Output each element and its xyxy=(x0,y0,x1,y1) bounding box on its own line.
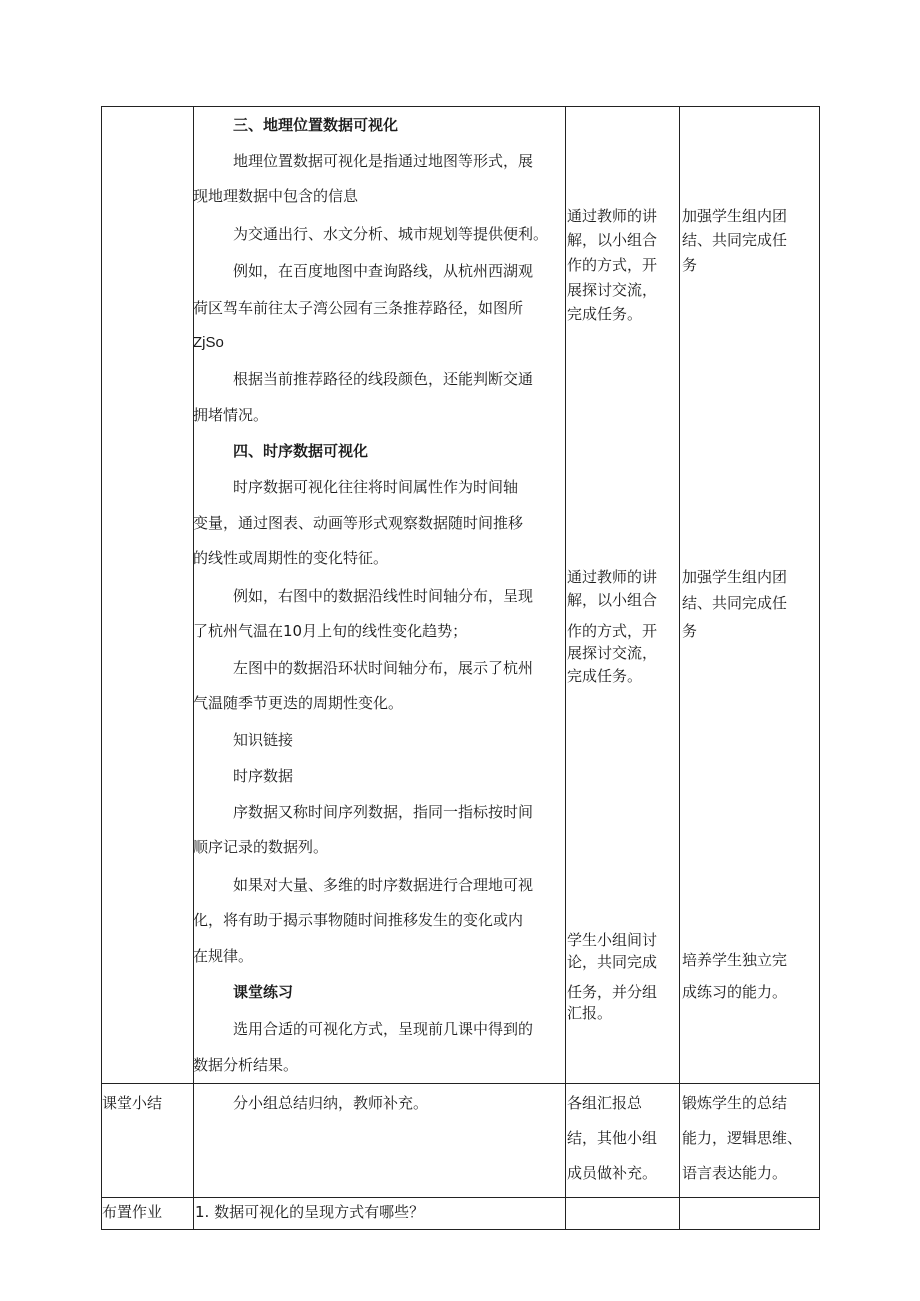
student-activity-line: 学生小组间讨 xyxy=(567,931,658,949)
design-intent-line: 培养学生独立完 xyxy=(682,951,788,969)
col-border-content xyxy=(565,106,566,1230)
paragraph-line: 化，将有助于揭示事物随时间推移发生的变化或内 xyxy=(193,911,524,929)
section-heading-timeseries: 四、时序数据可视化 xyxy=(233,442,369,460)
paragraph-line: 了杭州气温在10月上旬的线性变化趋势； xyxy=(193,622,468,640)
knowledge-link-label: 知识链接 xyxy=(233,731,294,749)
paragraph-line: 为交通出行、水文分析、城市规划等提供便利。 xyxy=(233,225,549,243)
design-intent-line: 务 xyxy=(682,622,698,640)
paragraph-line: 现地理数据中包含的信息 xyxy=(193,187,359,205)
summary-student-line: 各组汇报总 xyxy=(567,1094,643,1112)
summary-intent-line: 语言表达能力。 xyxy=(682,1164,788,1182)
homework-row-content: 1. 数据可视化的呈现方式有哪些？ xyxy=(195,1203,425,1221)
paragraph-line: 气温随季节更迭的周期性变化。 xyxy=(193,694,404,712)
homework-row-label: 布置作业 xyxy=(102,1203,163,1221)
paragraph-line: 变量，通过图表、动画等形式观察数据随时间推移 xyxy=(193,514,524,532)
paragraph-line: 左图中的数据沿环状时间轴分布，展示了杭州 xyxy=(233,659,534,677)
paragraph-line: 数据分析结果。 xyxy=(193,1056,299,1074)
student-activity-line: 展探讨交流， xyxy=(567,281,658,299)
paragraph-line: 地理位置数据可视化是指通过地图等形式，展 xyxy=(233,152,534,170)
student-activity-line: 完成任务。 xyxy=(567,305,643,323)
summary-row-label: 课堂小结 xyxy=(102,1094,163,1112)
student-activity-line: 通过教师的讲 xyxy=(567,568,658,586)
student-activity-line: 完成任务。 xyxy=(567,667,643,685)
summary-row-content: 分小组总结归纳，教师补充。 xyxy=(233,1094,429,1112)
col-border-student xyxy=(679,106,680,1230)
paragraph-line: 序数据又称时间序列数据，指同一指标按时间 xyxy=(233,803,534,821)
student-activity-line: 解，以小组合 xyxy=(567,231,658,249)
paragraph-line: 例如，右图中的数据沿线性时间轴分布，呈现 xyxy=(233,587,534,605)
student-activity-line: 作的方式，开 xyxy=(567,622,658,640)
col-border-left xyxy=(101,106,102,1230)
student-activity-line: 展探讨交流， xyxy=(567,644,658,662)
summary-intent-line: 能力，逻辑思维、 xyxy=(682,1129,803,1147)
summary-row-top-border xyxy=(101,1083,820,1084)
paragraph-line: 拥堵情况。 xyxy=(193,406,269,424)
paragraph-line: 时序数据可视化往往将时间属性作为时间轴 xyxy=(233,478,519,496)
design-intent-line: 加强学生组内团 xyxy=(682,568,788,586)
student-activity-line: 任务，并分组 xyxy=(567,983,658,1001)
student-activity-line: 解，以小组合 xyxy=(567,591,658,609)
practice-heading: 课堂练习 xyxy=(233,983,294,1001)
paragraph-line: 的线性或周期性的变化特征。 xyxy=(193,549,389,567)
student-activity-line: 通过教师的讲 xyxy=(567,207,658,225)
summary-student-line: 成员做补充。 xyxy=(567,1164,658,1182)
paragraph-line: 在规律。 xyxy=(193,947,254,965)
design-intent-line: 务 xyxy=(682,256,698,274)
design-intent-line: 加强学生组内团 xyxy=(682,207,788,225)
summary-intent-line: 锻炼学生的总结 xyxy=(682,1094,788,1112)
timeseries-subtitle: 时序数据 xyxy=(233,767,294,785)
summary-student-line: 结，其他小组 xyxy=(567,1129,658,1147)
col-border-right xyxy=(819,106,820,1230)
paragraph-line: 例如，在百度地图中查询路线，从杭州西湖观 xyxy=(233,262,534,280)
paragraph-line: 荷区驾车前往太子湾公园有三条推荐路径，如图所 xyxy=(193,299,524,317)
design-intent-line: 结、共同完成任 xyxy=(682,594,788,612)
paragraph-line: 如果对大量、多维的时序数据进行合理地可视 xyxy=(233,876,534,894)
design-intent-line: 结、共同完成任 xyxy=(682,231,788,249)
design-intent-line: 成练习的能力。 xyxy=(682,983,788,1001)
homework-row-top-border xyxy=(101,1197,820,1198)
paragraph-line: 根据当前推荐路径的线段颜色，还能判断交通 xyxy=(233,370,534,388)
table-top-border xyxy=(101,106,820,107)
student-activity-line: 汇报。 xyxy=(567,1004,613,1022)
section-heading-geo: 三、地理位置数据可视化 xyxy=(233,116,399,134)
student-activity-line: 论，共同完成 xyxy=(567,953,658,971)
paragraph-line: 顺序记录的数据列。 xyxy=(193,838,329,856)
table-bottom-border xyxy=(101,1229,820,1230)
paragraph-line: 选用合适的可视化方式，呈现前几课中得到的 xyxy=(233,1020,534,1038)
paragraph-line: ZjSo xyxy=(193,334,224,351)
student-activity-line: 作的方式，开 xyxy=(567,256,658,274)
